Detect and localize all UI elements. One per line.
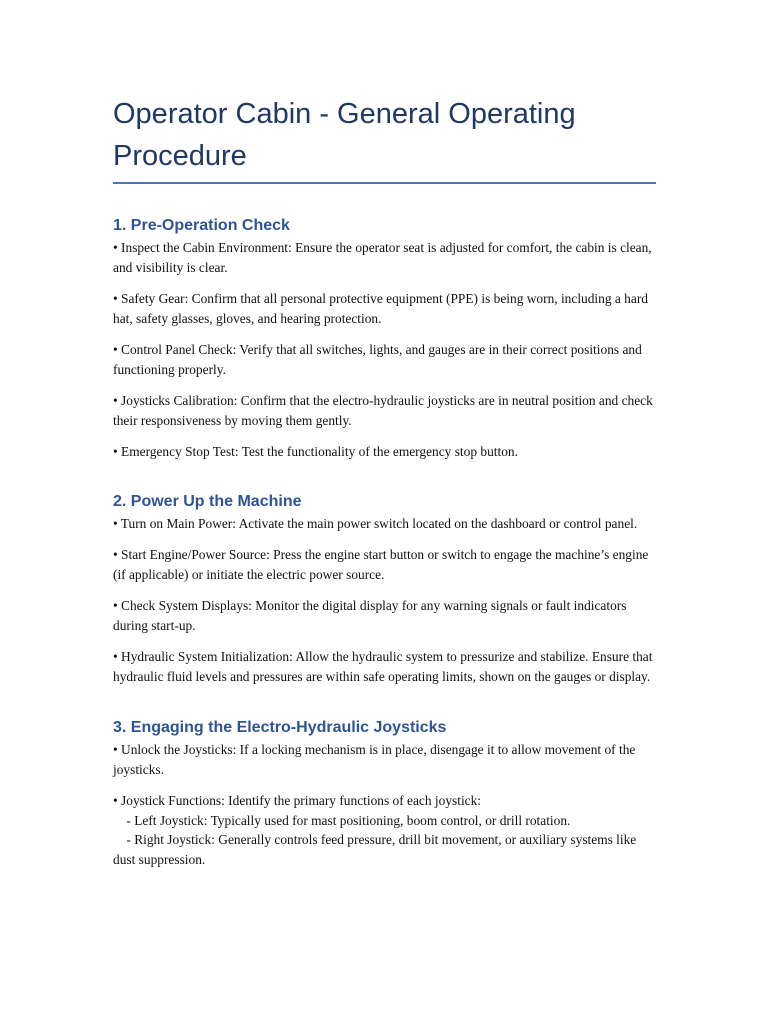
section-heading: 1. Pre-Operation Check — [113, 217, 290, 234]
list-item: • Control Panel Check: Verify that all switches, lights, and gauges are in their correct positions and functioning properly. — [113, 342, 646, 377]
list-item: • Safety Gear: Confirm that all personal protective equipment (PPE) is being worn, including a hard hat, safety glasses, gloves, and hearing protection. — [113, 291, 652, 326]
title-divider — [113, 182, 656, 184]
section-power-up — [113, 491, 656, 687]
section-pre-operation-check — [113, 215, 656, 462]
list-item: • Emergency Stop Test: Test the functionality of the emergency stop button. — [113, 444, 518, 459]
list-item: • Joystick Functions: Identify the primary functions of each joystick: - Left Joystick: Typically used for mast positioning, boom control, or drill rotation. - Right Joystick: Generally controls feed pressure, drill bit movement, or auxiliary systems like dust suppression. — [113, 793, 637, 867]
list-item: • Start Engine/Power Source: Press the engine start button or switch to engage the machine’s engine (if applicable) or initiate the electric power source. — [113, 547, 652, 582]
list-item: • Inspect the Cabin Environment: Ensure the operator seat is adjusted for comfort, the cabin is clean, and visibility is clear. — [113, 240, 656, 275]
document-page — [113, 93, 656, 869]
section-engaging-joysticks — [113, 717, 656, 869]
document-title: Operator Cabin - General Operating Procedure — [113, 98, 576, 172]
list-item: • Check System Displays: Monitor the digital display for any warning signals or fault indicators during start-up. — [113, 598, 630, 633]
section-heading: 3. Engaging the Electro-Hydraulic Joysticks — [113, 719, 447, 736]
list-item: • Unlock the Joysticks: If a locking mechanism is in place, disengage it to allow movement of the joysticks. — [113, 742, 639, 777]
list-item: • Hydraulic System Initialization: Allow the hydraulic system to pressurize and stabilize. Ensure that hydraulic fluid levels and pressures are within safe operating limits, shown on the gauges or display. — [113, 649, 656, 684]
list-item: • Joysticks Calibration: Confirm that the electro-hydraulic joysticks are in neutral position and check their responsiveness by moving them gently. — [113, 393, 657, 428]
section-heading: 2. Power Up the Machine — [113, 492, 302, 510]
list-item: • Turn on Main Power: Activate the main power switch located on the dashboard or control panel. — [113, 515, 638, 531]
